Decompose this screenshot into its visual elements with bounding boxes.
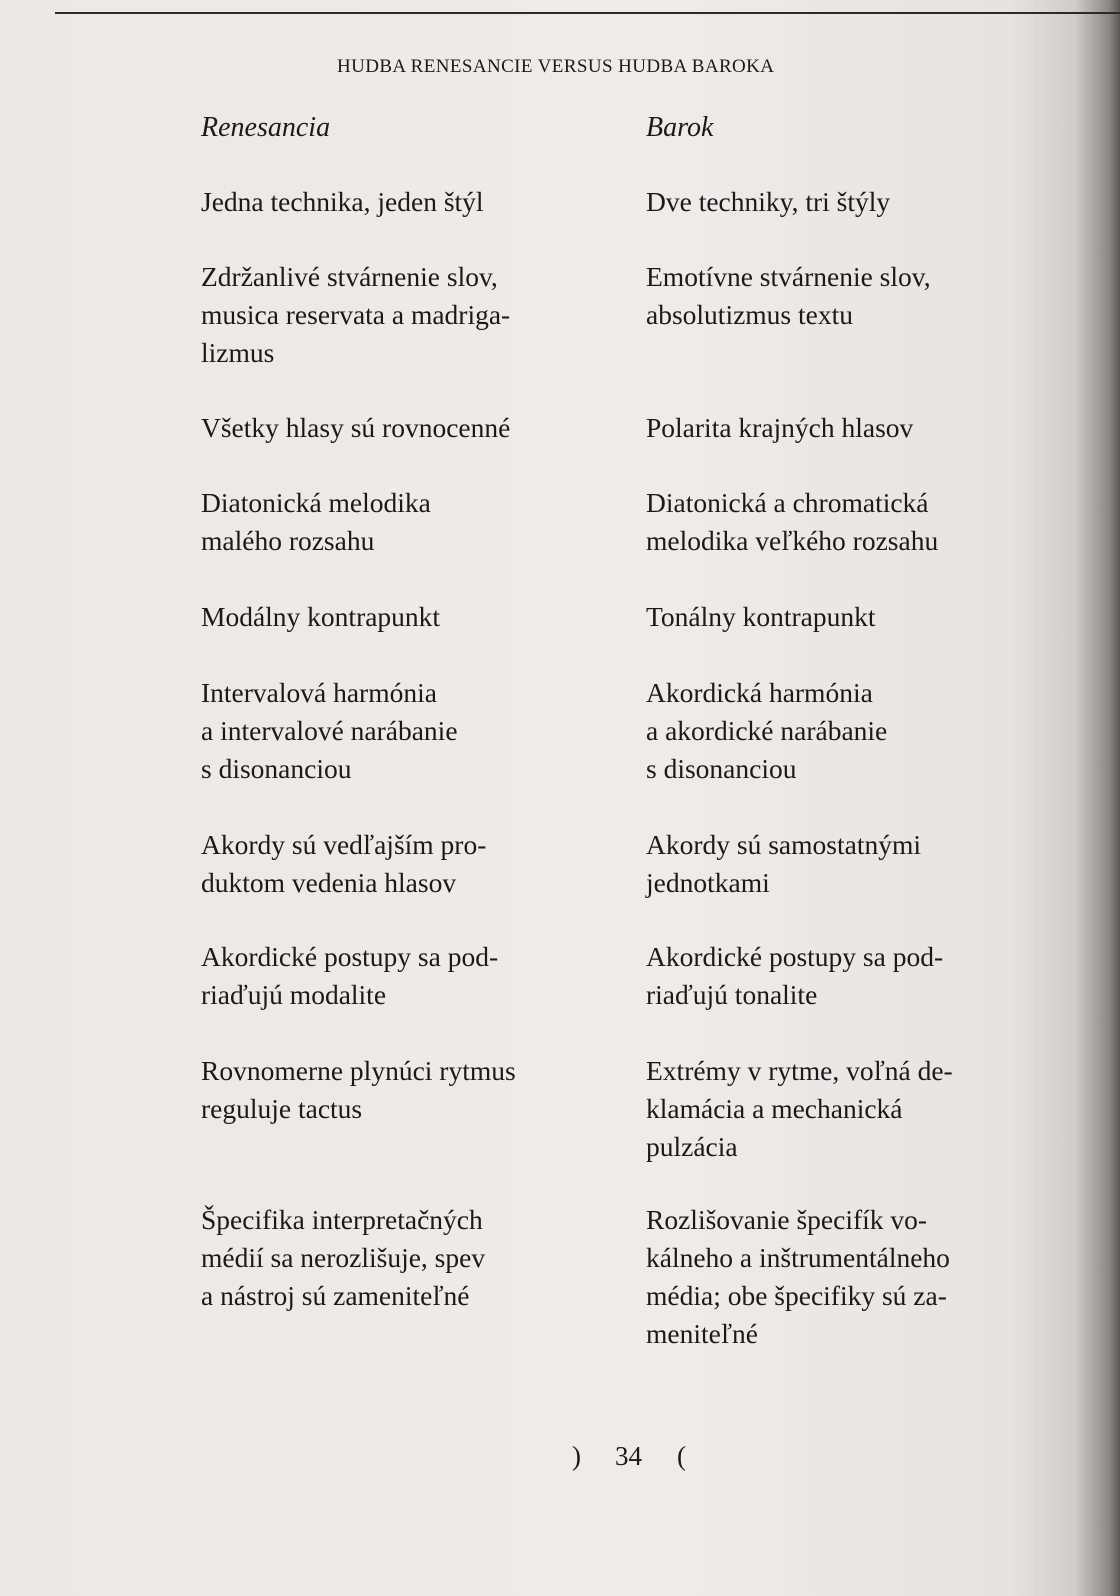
cell-line: Akordické postupy sa pod- bbox=[201, 941, 499, 972]
cell-line: riaďujú modalite bbox=[201, 979, 387, 1010]
cell-line: Rovnomerne plynúci rytmus bbox=[201, 1055, 516, 1086]
cell-line: a akordické narábanie bbox=[646, 715, 888, 746]
cell-line: reguluje tactus bbox=[201, 1093, 363, 1124]
barok-cell bbox=[646, 1052, 953, 1166]
cell-line: duktom vedenia hlasov bbox=[201, 867, 457, 898]
barok-cell bbox=[646, 598, 876, 636]
cell-line: pulzácia bbox=[646, 1131, 738, 1162]
cell-line: Tonálny kontrapunkt bbox=[646, 601, 876, 632]
barok-cell bbox=[646, 1201, 950, 1353]
cell-line: Akordy sú samostatnými bbox=[646, 829, 921, 860]
cell-line: Všetky hlasy sú rovnocenné bbox=[201, 412, 511, 443]
folio-number: 34 bbox=[615, 1441, 642, 1471]
cell-line: Rozlišovanie špecifík vo- bbox=[646, 1204, 928, 1235]
barok-cell bbox=[646, 409, 913, 447]
cell-line: Akordické postupy sa pod- bbox=[646, 941, 944, 972]
cell-line: Akordická harmónia bbox=[646, 677, 873, 708]
cell-line: jednotkami bbox=[646, 867, 770, 898]
renesancia-cell bbox=[201, 598, 440, 636]
top-rule bbox=[55, 12, 1120, 14]
cell-line: Diatonická melodika bbox=[201, 487, 431, 518]
barok-cell bbox=[646, 826, 921, 902]
renesancia-cell bbox=[201, 1201, 485, 1315]
cell-line: lizmus bbox=[201, 337, 275, 368]
cell-line: a intervalové narábanie bbox=[201, 715, 458, 746]
cell-line: Akordy sú vedľajším pro- bbox=[201, 829, 487, 860]
renesancia-cell bbox=[201, 183, 484, 221]
column-heading-barok: Barok bbox=[646, 112, 714, 143]
renesancia-cell bbox=[201, 826, 486, 902]
renesancia-cell bbox=[201, 258, 510, 372]
cell-line: Zdržanlivé stvárnenie slov, bbox=[201, 261, 498, 292]
cell-line: média; obe špecifiky sú za- bbox=[646, 1280, 947, 1311]
barok-cell bbox=[646, 484, 938, 560]
cell-line: Jedna technika, jeden štýl bbox=[201, 186, 484, 217]
renesancia-cell bbox=[201, 484, 431, 560]
cell-line: s disonanciou bbox=[201, 753, 352, 784]
cell-line: riaďujú tonalite bbox=[646, 979, 818, 1010]
cell-line: s disonanciou bbox=[646, 753, 797, 784]
cell-line: Modálny kontrapunkt bbox=[201, 601, 441, 632]
cell-line: Špecifika interpretačných bbox=[201, 1204, 483, 1235]
cell-line: malého rozsahu bbox=[201, 525, 375, 556]
barok-cell bbox=[646, 183, 890, 221]
cell-line: Intervalová harmónia bbox=[201, 677, 437, 708]
cell-line: Polarita krajných hlasov bbox=[646, 412, 914, 443]
cell-line: médií sa nerozlišuje, spev bbox=[201, 1242, 486, 1273]
barok-cell bbox=[646, 674, 887, 788]
barok-cell bbox=[646, 258, 931, 334]
cell-line: Emotívne stvárnenie slov, bbox=[646, 261, 931, 292]
cell-line: musica reservata a madriga- bbox=[201, 299, 511, 330]
renesancia-cell bbox=[201, 938, 498, 1014]
running-header-text: HUDBA RENESANCIE VERSUS HUDBA BAROKA bbox=[337, 56, 775, 77]
cell-line: klamácia a mechanická bbox=[646, 1093, 903, 1124]
renesancia-cell bbox=[201, 409, 510, 447]
column-heading-renesancia: Renesancia bbox=[201, 112, 331, 143]
folio-left-paren: ) bbox=[572, 1441, 581, 1471]
cell-line: a nástroj sú zameniteľné bbox=[201, 1280, 470, 1311]
barok-cell bbox=[646, 938, 943, 1014]
cell-line: Dve techniky, tri štýly bbox=[646, 186, 891, 217]
cell-line: Extrémy v rytme, voľná de- bbox=[646, 1055, 953, 1086]
renesancia-cell bbox=[201, 1052, 516, 1128]
cell-line: Diatonická a chromatická bbox=[646, 487, 929, 518]
folio-right-paren: ( bbox=[677, 1441, 686, 1471]
cell-line: melodika veľkého rozsahu bbox=[646, 525, 939, 556]
cell-line: meniteľné bbox=[646, 1318, 758, 1349]
cell-line: kálneho a inštrumentálneho bbox=[646, 1242, 950, 1273]
renesancia-cell bbox=[201, 674, 458, 788]
cell-line: absolutizmus textu bbox=[646, 299, 853, 330]
